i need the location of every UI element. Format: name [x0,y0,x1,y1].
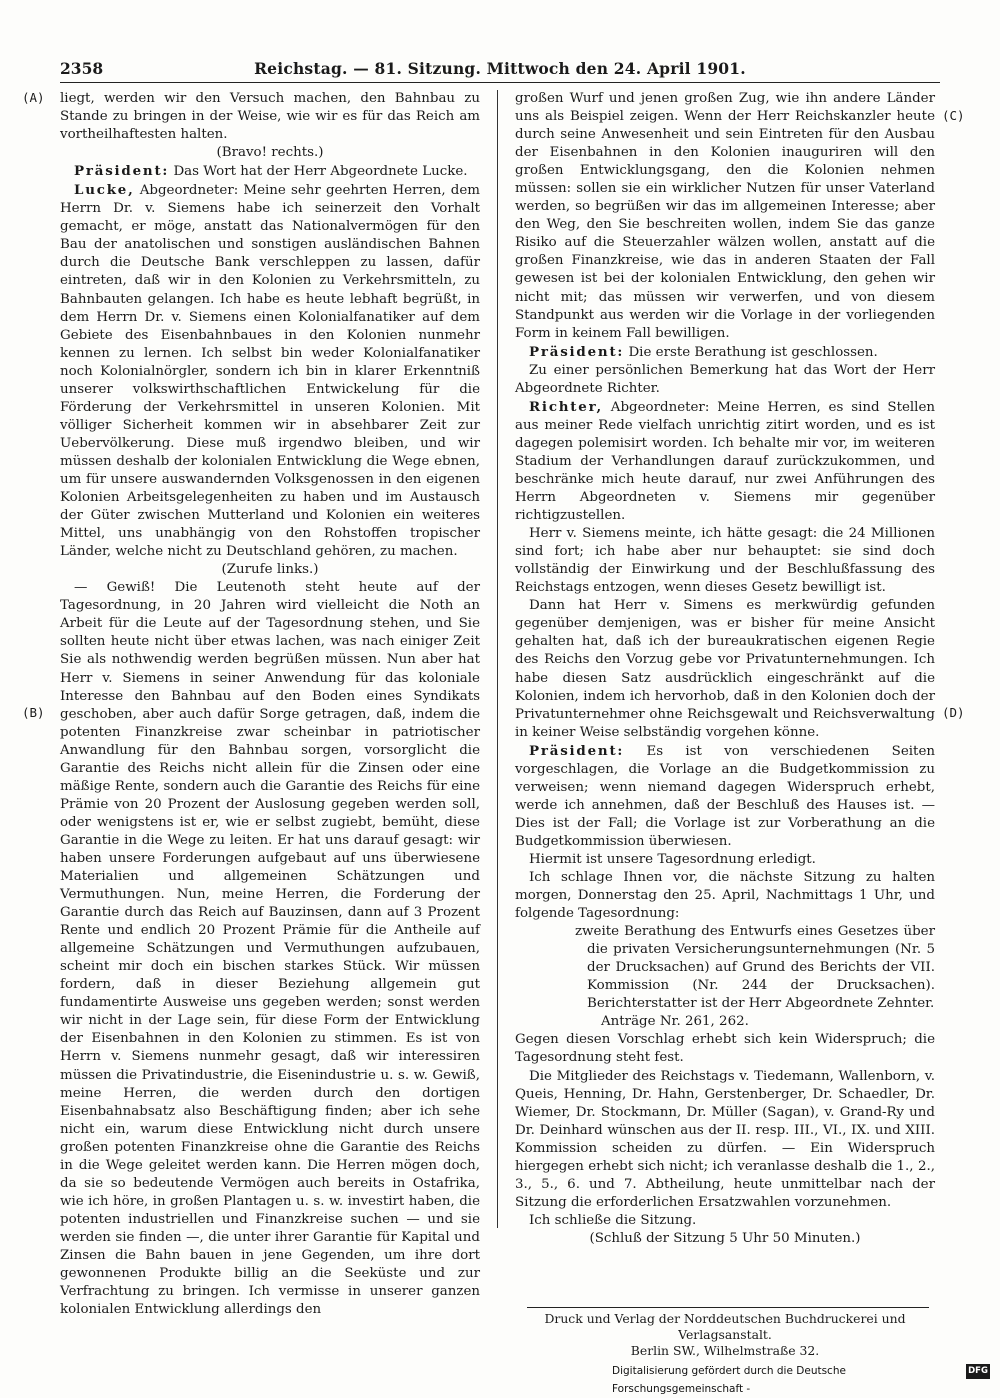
printer-line-1: Druck und Verlag der Norddeutschen Buchdruckerei und Verlagsanstalt. [544,1311,906,1342]
paragraph: Ich schließe die Sitzung. [529,1212,697,1228]
footer-rule [527,1307,929,1308]
speaker-paragraph [515,398,935,525]
interjection: (Bravo! rechts.) [216,145,324,161]
speech-text: Abgeordneter: Meine Herren, es sind Stellen aus meiner Rede vielfach unrichtig zitirt worden, und es ist dagegen polemisirt worden. Ich behalte mir vor, im weiteren Stadium der Verhandlungen darauf zurückzukommen, und beschränke mich heute darauf, nur zwei Anführungen des Herrn Abgeordneten v. Siemens mir gegenüber richtigzustellen. [515,399,935,524]
paragraph: Gegen diesen Vorschlag erhebt sich kein Widerspruch; die Tagesordnung steht fest. [515,1032,935,1066]
speaker-paragraph [60,162,480,181]
speech-text: Abgeordneter: Meine sehr geehrten Herren, dem Herrn Dr. v. Siemens habe ich seinerzeit den Vorhalt gemacht, er möge, anstatt das Nationalvermögen für den Bau der anatolischen und sonstigen ausländischen Bahnen durch die Deutsche Bank verschleppen zu lassen, dafür eintreten, daß wir in den Kolonien zu Verkehrsmitteln, zu Bahnbauten gelangen. Ich habe es heute lebhaft begrüßt, in dem Herrn Dr. v. Siemens einen Kolonialfanatiker auf dem Gebiete des Eisenbahnbaues in den Kolonien nunmehr kennen zu lernen. Ich selbst bin weder Kolonialfanatiker noch Kolonialnörgler, sondern ich bin in klarer Erkenntniß unserer volkswirthschaftlichen Entwickelung für die Förderung der Verkehrsmittel in unseren Kolonien. Mit völliger Sicherheit kommen wir in absehbarer Zeit zur Uebervölkerung. Diese muß irgendwo bleiben, und wir müssen deshalb der kolonialen Entwicklung die Wege ebnen, um für unsere auswandernden Volksgenossen in den eigenen Kolonien Arbeitsgelegenheiten zu haben und im Austausch der Güter zwischen Mutterland und Kolonien ein weiteres Mittel, uns unabhängig von den Rohstoffen tropischer Länder, welche nicht zu Deutschland gehören, zu machen. [60,183,480,560]
paragraph: Die Mitglieder des Reichstags v. Tiedemann, Wallenborn, v. Queis, Henning, Dr. Hahn, Gerstenberger, Dr. Schaedler, Dr. Wiemer, Dr. Stockmann, Dr. Müller (Sagan), v. Grand-Ry und Dr. Deinhard wünschen aus der II. resp. III., VI., IX. und XIII. Kommission scheiden zu dürfen. — Ein Widerspruch hiergegen erhebt sich nicht; ich veranlasse deshalb die 1., 2., 3., 5., 6. und 7. Abtheilung, heute unmittelbar nach der Sitzung die erforderlichen Ersatzwahlen vorzunehmen. [515,1068,935,1210]
paragraph: Dann hat Herr v. Simens es merkwürdig gefunden gegenüber demjenigen, was er bisher für meine Ansicht gehalten hat, daß ich der bureaukratischen eigenen Regie des Reichs den Vorzug gebe vor Privatunternehmungen. Ich habe diesen Satz ausdrücklich eingeschränkt auf die Kolonien, indem ich hervorhob, daß in den Kolonien doch der Privatunternehmer ohne Reichsgewalt und Reichsverwaltung in keiner Weise selbständig vorgehen könne. [515,598,935,740]
margin-mark-c: (C) [942,108,965,123]
column-divider [497,90,498,1228]
printer-imprint [515,1311,935,1359]
speech-text: Das Wort hat der Herr Abgeordnete Lucke. [169,164,468,180]
paragraph: Hiermit ist unsere Tagesordnung erledigt. [529,851,816,867]
paragraph: Herr v. Siemens meinte, ich hätte gesagt: die 24 Millionen sind fort; ich habe aber nur behauptet: sie sind doch vollständig der Einwirkung und der Beschlußfassung des Reichstags entzogen, wenn dieses Gesetz bewilligt ist. [515,526,935,596]
speaker-paragraph [515,742,935,851]
interjection: (Zurufe links.) [221,562,319,578]
paragraph: großen Wurf und jenen großen Zug, wie ihn andere Länder uns als Beispiel zeigen. Wenn der Herr Reichskanzler heute durch seine Anwesenheit und sein Eintreten für den Ausbau der Eisenbahnen in den Kolonien inauguriren will den großen Entwicklungsgang, den die Kolonien nehmen müssen: sollen sie ein wirklicher Nutzen für unser Vaterland werden, so begrüßen wir das im allgemeinen Interesse; aber den Weg, den Sie beschreiten wollen, indem Sie das ganze Risiko auf die Steuerzahler wälzen wollen, anstatt auf die großen Finanzkreise, wie das in anderen Staaten der Fall gewesen ist bei der kolonialen Entwicklung, den gehen wir nicht mit; das müssen wir verwerfen, und von diesem Standpunkt aus werden wir die Vorlage in der vorliegenden Form in keinem Fall bewilligen. [515,91,935,341]
margin-mark-d: (D) [942,705,965,720]
page-header [60,56,940,82]
margin-mark-a: (A) [22,90,45,105]
speaker-name: Richter, [529,398,603,415]
dfg-logo-icon: DFG [966,1364,990,1379]
paragraph: Zu einer persönlichen Bemerkung hat das Wort der Herr Abgeordnete Richter. [515,362,935,396]
printer-line-2: Berlin SW., Wilhelmstraße 32. [630,1343,820,1358]
agenda-item: zweite Berathung des Entwurfs eines Gesetzes über die privaten Versicherungsunternehmungen (Nr. 5 der Drucksachen) auf Grund des Berichts der VII. Kommission (Nr. 244 der Drucksachen). Berichterstatter ist der Herr Abgeordnete Zehnter. [575,924,935,1012]
digitization-notice: Digitalisierung gefördert durch die Deutsche Forschungsgemeinschaft - [612,1365,846,1395]
right-column [515,90,935,1248]
margin-mark-b: (B) [22,705,45,720]
speaker-paragraph [60,181,480,561]
header-rule [60,82,940,83]
speaker-paragraph [515,343,935,362]
paragraph: — Gewiß! Die Leutenoth steht heute auf der Tagesordnung, in 20 Jahren wird vielleicht die Noth an Arbeit für die Leute auf der Tagesordnung stehen, und Sie sollten heute nicht über etwas lachen, was nach einiger Zeit Sie als nothwendig werden begrüßen müssen. Nun aber hat Herr v. Siemens in seiner Anwendung für das koloniale Interesse den Bahnbau auf den Boden eines Syndikats geschoben, aber auch dafür Sorge getragen, daß, indem die potenten Finanzkreise zwar scheinbar in patriotischer Anwandlung für den Bahnbau sorgen, vorsorglicht die Garantie des Reichs nicht allein für die Zinsen oder eine mäßige Rente, sondern auch die Garantie des Reichs für eine Prämie von 20 Prozent der Auslosung gegeben werden soll, oder wenigstens ist er, wie er selbst zugiebt, bemüht, diese Garantie in die Wege zu leiten. Er hat uns darauf gesagt: wir haben unsere Forderungen aufgebaut auf uns überwiesene Materialien und allgemeinen Schätzungen und Vermuthungen. Nun, meine Herren, die Forderung der Garantie durch das Reich auf Bauzinsen, dann auf 3 Prozent Rente und endlich 20 Prozent Prämie für die Antheile auf allgemeine Schätzungen und Vermuthungen aufzubauen, scheint mir doch ein bischen starkes Stück. Wir müssen fordern, daß in dieser Beziehung allgemein gut fundamentirte Ausweise uns gegeben werden; sonst werden wir nicht in der Lage sein, für diese Form der Entwicklung der Eisenbahnen in den Kolonien zu stimmen. Es ist von Herrn v. Siemens nunmehr gesagt, daß wir interessiren müssen die Privatindustrie, die Eisenindustrie u. s. w. Gewiß, meine Herren, die werden durch den dortigen Eisenbahnabsatz also Beschäftigung finden; aber ich sehe nicht ein, warum diese Entwicklung nicht durch unsere großen potenten Finanzkreise ohne die Garantie des Reichs in die Wege geleitet werden kann. Die Herren mögen doch, da sie so bedeutende Vermögen auch bereits in Ostafrika, wie ich höre, in großen Plantagen u. s. w. investirt haben, die potenten industriellen und Finanzkreise suchen — und sie werden sie finden —, die unter ihrer Garantie für Kapital und Zinsen die Bahn bauen in jene Gegenden, um ihre dort gewonnenen Produkte billig an die Seeküste und zur Verfrachtung zu bringen. Ich vermisse in unserer ganzen kolonialen Entwicklung allerdings den [60,580,480,1318]
speaker-name: Präsident: [74,163,170,180]
running-title: Reichstag. — 81. Sitzung. Mittwoch den 24. April 1901. [254,59,746,78]
paragraph: liegt, werden wir den Versuch machen, den Bahnbau zu Stande zu bringen in der Weise, wie wir es für das Reich am vortheilhaftesten halten. [60,91,480,143]
agenda-motions: Anträge Nr. 261, 262. [601,1014,749,1030]
speech-text: Die erste Berathung ist geschlossen. [624,344,878,360]
speaker-name: Präsident: [529,343,625,360]
speech-text: Es ist von verschiedenen Seiten vorgeschlagen, die Vorlage an die Budgetkommission zu verweisen; wenn niemand dagegen Widerspruch erhebt, werde ich annehmen, daß der Beschluß des Hauses ist. — Dies ist der Fall; die Vorlage ist zur Vorberathung an die Budgetkommission überwiesen. [515,743,935,849]
speaker-name: Lucke, [74,182,135,199]
left-column [60,90,480,1319]
session-end: (Schluß der Sitzung 5 Uhr 50 Minuten.) [589,1230,861,1246]
page-number: 2358 [60,59,104,78]
speaker-name: Präsident: [529,742,625,759]
paragraph: Ich schlage Ihnen vor, die nächste Sitzung zu halten morgen, Donnerstag den 25. April, Nachmittags 1 Uhr, und folgende Tagesordnung: [515,870,935,922]
